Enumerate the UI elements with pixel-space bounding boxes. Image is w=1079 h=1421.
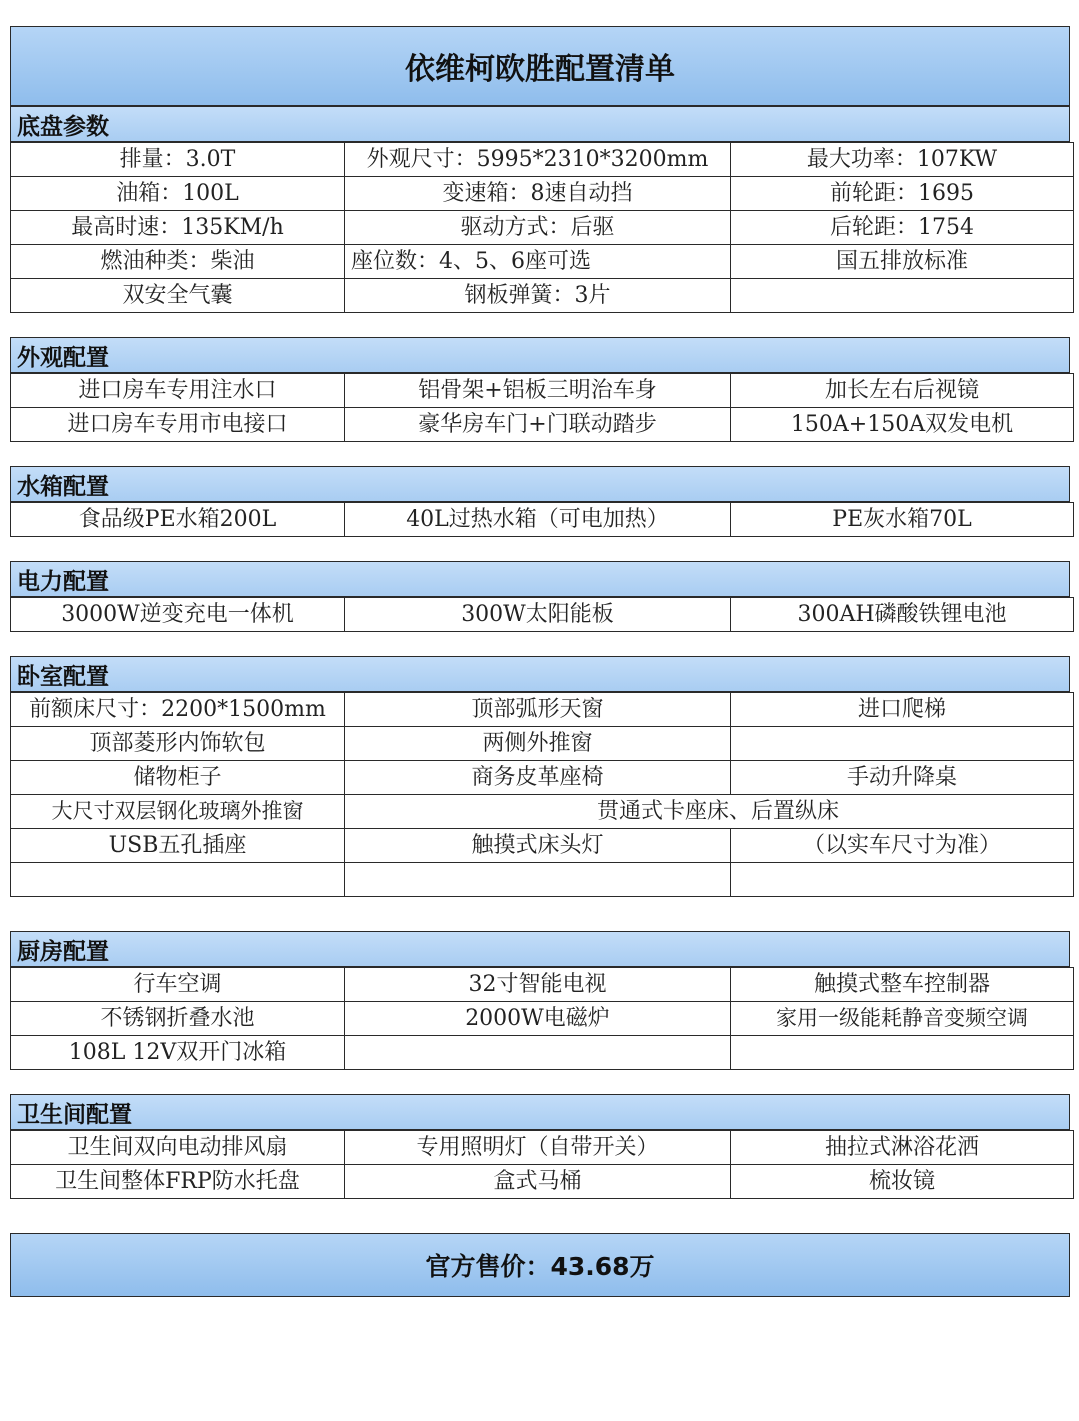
table-cell [345,863,731,897]
table-cell [11,863,345,897]
table-cell: 专用照明灯（自带开关） [345,1131,731,1165]
table-row [11,968,1074,1002]
section-heading: 底盘参数 [10,106,1070,142]
table-cell: 座位数：4、5、6座可选 [345,245,731,279]
table-row [11,1036,1074,1070]
table-cell: 梳妆镜 [731,1165,1074,1199]
table-cell: 食品级PE水箱200L [11,503,345,537]
table-cell: 40L过热水箱（可电加热） [345,503,731,537]
section-bedroom [10,656,1070,897]
section-heading: 厨房配置 [10,931,1070,967]
table-cell: 300W太阳能板 [345,598,731,632]
table-cell: 燃油种类：柴油 [11,245,345,279]
table-cell: 盒式马桶 [345,1165,731,1199]
table-cell: 前轮距：1695 [731,177,1074,211]
spec-table [10,502,1074,537]
table-row [11,143,1074,177]
spacer [10,313,1070,337]
spacer [10,537,1070,561]
table-cell: 储物柜子 [11,761,345,795]
table-row [11,211,1074,245]
table-cell: 家用一级能耗静音变频空调 [731,1002,1074,1036]
table-cell: 最高时速：135KM/h [11,211,345,245]
table-cell: 两侧外推窗 [345,727,731,761]
table-cell: 顶部弧形天窗 [345,693,731,727]
spec-table [10,967,1074,1070]
table-cell: 卫生间双向电动排风扇 [11,1131,345,1165]
table-cell: 进口房车专用市电接口 [11,408,345,442]
table-row [11,408,1074,442]
table-row [11,829,1074,863]
section-heading: 外观配置 [10,337,1070,373]
table-cell: 顶部菱形内饰软包 [11,727,345,761]
page-title: 依维柯欧胜配置清单 [10,26,1070,106]
table-cell: 卫生间整体FRP防水托盘 [11,1165,345,1199]
table-cell [731,279,1074,313]
spec-table [10,1130,1074,1199]
table-row [11,279,1074,313]
table-row [11,177,1074,211]
section-bathroom [10,1094,1070,1199]
table-row [11,863,1074,897]
spec-table [10,597,1074,632]
table-row [11,761,1074,795]
table-cell: 加长左右后视镜 [731,374,1074,408]
section-heading: 卧室配置 [10,656,1070,692]
table-cell [731,1036,1074,1070]
table-cell: 前额床尺寸：2200*1500mm [11,693,345,727]
table-cell: 国五排放标准 [731,245,1074,279]
table-cell: 双安全气囊 [11,279,345,313]
spacer [10,1199,1070,1233]
table-cell: 商务皮革座椅 [345,761,731,795]
section-exterior [10,337,1070,442]
table-cell: 150A+150A双发电机 [731,408,1074,442]
table-cell: 铝骨架+铝板三明治车身 [345,374,731,408]
table-cell: 钢板弹簧：3片 [345,279,731,313]
table-cell: 触摸式床头灯 [345,829,731,863]
spec-table [10,692,1074,897]
table-cell: 3000W逆变充电一体机 [11,598,345,632]
table-cell: 300AH磷酸铁锂电池 [731,598,1074,632]
table-cell: 变速箱：8速自动挡 [345,177,731,211]
table-cell: 不锈钢折叠水池 [11,1002,345,1036]
spec-table [10,373,1074,442]
spacer [10,632,1070,656]
table-row [11,1002,1074,1036]
table-cell: 最大功率：107KW [731,143,1074,177]
section-heading: 电力配置 [10,561,1070,597]
section-chassis [10,106,1070,313]
table-cell [731,727,1074,761]
table-row [11,503,1074,537]
table-row [11,598,1074,632]
table-row [11,245,1074,279]
config-document [10,26,1070,1297]
spacer [10,1070,1070,1094]
table-cell: 触摸式整车控制器 [731,968,1074,1002]
table-cell: 排量：3.0T [11,143,345,177]
table-row [11,795,1074,829]
table-cell: PE灰水箱70L [731,503,1074,537]
table-cell: （以实车尺寸为准） [731,829,1074,863]
table-cell: 后轮距：1754 [731,211,1074,245]
table-cell: 手动升降桌 [731,761,1074,795]
table-cell-merged: 贯通式卡座床、后置纵床 [345,795,1074,829]
table-cell: 油箱：100L [11,177,345,211]
section-power [10,561,1070,632]
spacer [10,442,1070,466]
table-cell: 进口房车专用注水口 [11,374,345,408]
spec-table [10,142,1074,313]
table-cell: 2000W电磁炉 [345,1002,731,1036]
section-heading: 卫生间配置 [10,1094,1070,1130]
table-row [11,1165,1074,1199]
table-cell [731,863,1074,897]
section-water-tank [10,466,1070,537]
table-cell: 108L 12V双开门冰箱 [11,1036,345,1070]
table-cell [345,1036,731,1070]
table-cell: 外观尺寸：5995*2310*3200mm [345,143,731,177]
table-cell: 大尺寸双层钢化玻璃外推窗 [11,795,345,829]
table-cell: 抽拉式淋浴花洒 [731,1131,1074,1165]
official-price: 官方售价：43.68万 [10,1233,1070,1297]
table-cell: USB五孔插座 [11,829,345,863]
section-heading: 水箱配置 [10,466,1070,502]
table-row [11,693,1074,727]
table-row [11,727,1074,761]
spacer [10,897,1070,931]
table-cell: 进口爬梯 [731,693,1074,727]
table-cell: 豪华房车门+门联动踏步 [345,408,731,442]
section-kitchen [10,931,1070,1070]
table-cell: 32寸智能电视 [345,968,731,1002]
table-row [11,1131,1074,1165]
table-cell: 驱动方式：后驱 [345,211,731,245]
table-row [11,374,1074,408]
table-cell: 行车空调 [11,968,345,1002]
